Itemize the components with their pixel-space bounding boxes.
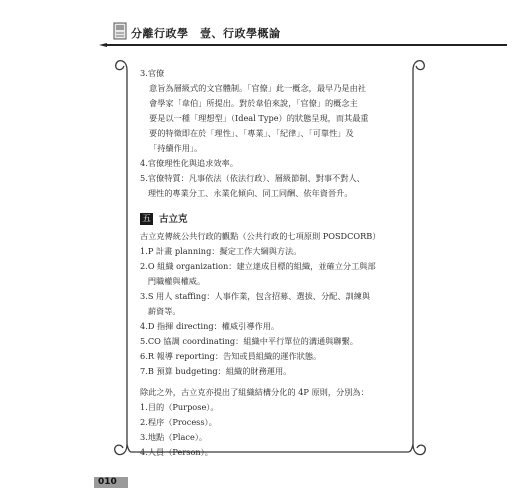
text-line: 門職權與權威。 — [147, 276, 206, 286]
text-line: P 計畫 planning：擬定工作大綱與方法。 — [147, 246, 302, 256]
list-item — [140, 289, 380, 319]
text-line: 要的特徵即在於「理性」、「專業」、「紀律」、「可靠性」及 — [149, 128, 354, 138]
text-line: D 指揮 directing：權威引導作用。 — [147, 321, 280, 331]
item-number: 2. — [140, 261, 148, 271]
page-content — [140, 66, 380, 460]
list-item — [140, 364, 380, 379]
list-item — [140, 171, 380, 201]
text-line: R 報導 reporting：告知或員組織的運作狀態。 — [147, 351, 322, 361]
header-divider — [99, 43, 507, 47]
page-header — [0, 0, 520, 60]
list-item — [140, 349, 380, 364]
item-number: 4. — [140, 321, 148, 331]
item-number: 2. — [140, 417, 148, 427]
list-item — [140, 415, 380, 430]
text-line: 理性的專業分工、永業化傾向、同工同酬、依年資晉升。 — [147, 188, 353, 198]
item-number: 5. — [140, 173, 148, 183]
section-intro: 古立克傳統公共行政的觀點（公共行政的七項原則 POSDCORB） — [140, 231, 381, 241]
item-text: 地點（Place）。 — [147, 432, 208, 442]
list-item — [140, 334, 380, 349]
item-number: 3. — [140, 432, 148, 442]
text-line: CO 協調 coordinating：組織中平行單位的溝通與聯繫。 — [147, 336, 358, 346]
item-number: 4. — [140, 158, 148, 168]
list-item — [140, 430, 380, 445]
list-item — [140, 156, 380, 171]
section-title: 古立克 — [159, 213, 188, 225]
principles-intro: 除此之外，古立克亦提出了組織結構分化的 4P 原則，分別為： — [140, 387, 369, 397]
text-line: 官僚特質：凡事依法（依法行政）、層級節制、對事不對人、 — [147, 173, 365, 183]
list-item — [140, 445, 380, 460]
section-badge: 五 — [140, 213, 153, 225]
item-title: 官僚 — [147, 68, 165, 78]
book-icon — [113, 22, 127, 40]
item-number: 5. — [140, 336, 148, 346]
item-number: 3. — [140, 291, 148, 301]
item-number: 6. — [140, 351, 148, 361]
text-line: S 用人 staffing：人事作業，包含招募、選拔、分配、訓練與 — [147, 291, 371, 301]
text-line: 意旨為層級式的文官體制。「官僚」此一概念，最早乃是由社 — [149, 83, 366, 93]
list-item — [140, 66, 380, 81]
item-number: 1. — [140, 402, 148, 412]
item-number: 3. — [140, 68, 148, 78]
page-number: 010 — [98, 477, 117, 487]
item-text: 程序（Process）。 — [147, 417, 217, 427]
item-number: 4. — [140, 447, 148, 457]
item-number: 7. — [140, 366, 148, 376]
list-item — [140, 319, 380, 334]
text-line: 薪資等。 — [147, 306, 181, 316]
item-text: 官僚理性化與追求效率。 — [147, 158, 238, 168]
header-title: 分離行政學 壹、行政學概論 — [131, 27, 281, 40]
list-item — [140, 400, 380, 415]
section-heading — [140, 211, 380, 227]
paragraph — [140, 81, 380, 156]
text-line: 要是以一種「理想型」（Ideal Type）的狀態呈現，而其最重 — [149, 113, 369, 123]
text-line: 「持續作用」。 — [149, 143, 203, 153]
list-item — [140, 259, 380, 289]
text-line: 會學家「韋伯」所提出。對於韋伯來說，「官僚」的概念主 — [149, 98, 358, 108]
list-item — [140, 244, 380, 259]
item-number: 1. — [140, 246, 148, 256]
item-text: 人員（Person）。 — [147, 447, 213, 457]
text-line: B 預算 budgeting：組織的財務運用。 — [147, 366, 292, 376]
item-text: 目的（Purpose）。 — [147, 402, 219, 412]
text-line: O 組織 organization：建立達成目標的組織，並確立分工與部 — [147, 261, 376, 271]
